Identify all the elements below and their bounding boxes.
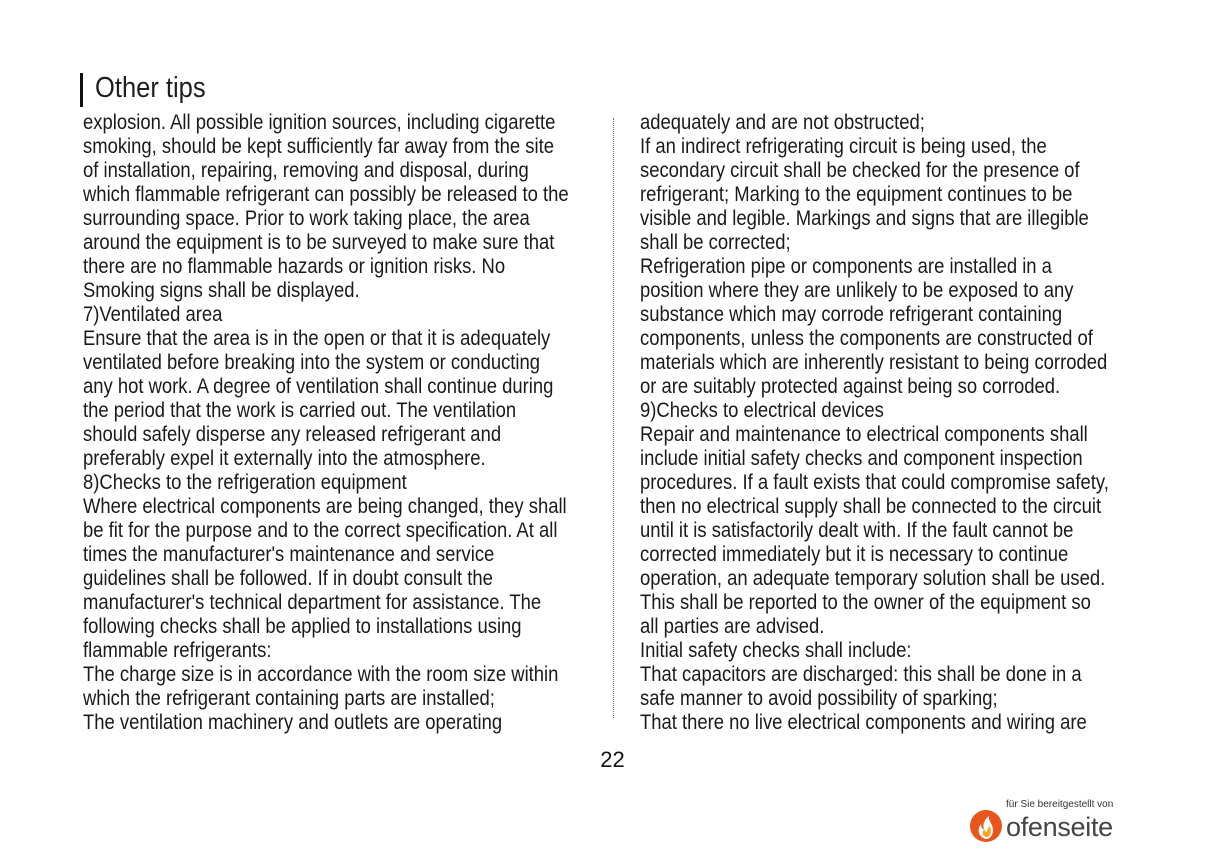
text-line: of installation, repairing, removing and disposal, during	[83, 159, 529, 182]
text-line: Ensure that the area is in the open or that it is adequately	[83, 327, 551, 350]
right-text-column	[640, 111, 1160, 735]
text-line: The ventilation machinery and outlets are operating	[83, 711, 503, 734]
text-line: Repair and maintenance to electrical components shall	[640, 423, 1088, 446]
text-line: visible and legible. Markings and signs that are illegible	[640, 207, 1089, 230]
brand-name: ofenseite	[1006, 812, 1113, 842]
text-line: until it is satisfactorily dealt with. If the fault cannot be	[640, 519, 1074, 542]
text-line: any hot work. A degree of ventilation shall continue during	[83, 375, 554, 398]
text-line: 9)Checks to electrical devices	[640, 399, 884, 422]
text-line: materials which are inherently resistant to being corroded	[640, 351, 1108, 374]
text-line: preferably expel it externally into the atmosphere.	[83, 447, 486, 470]
column-divider	[613, 118, 614, 718]
text-line: then no electrical supply shall be connected to the circuit	[640, 495, 1102, 518]
text-line: 7)Ventilated area	[83, 303, 223, 326]
section-heading	[80, 70, 221, 106]
text-line: guidelines shall be followed. If in doubt consult the	[83, 567, 493, 590]
text-line: operation, an adequate temporary solution shall be used.	[640, 567, 1106, 590]
text-line: there are no flammable hazards or ignition risks. No	[83, 255, 506, 278]
text-line: smoking, should be kept sufficiently far away from the site	[83, 135, 554, 158]
text-line: That capacitors are discharged: this shall be done in a	[640, 663, 1082, 686]
brand-tagline: für Sie bereitgestellt von	[1006, 799, 1114, 810]
text-line: 8)Checks to the refrigeration equipment	[83, 471, 407, 494]
text-line: manufacturer's technical department for assistance. The	[83, 591, 542, 614]
text-line: Smoking signs shall be displayed.	[83, 279, 360, 302]
text-line: following checks shall be applied to installations using	[83, 615, 522, 638]
text-line: secondary circuit shall be checked for the presence of	[640, 159, 1080, 182]
text-line: surrounding space. Prior to work taking place, the area	[83, 207, 530, 230]
heading-bar	[80, 73, 83, 107]
page-number: 22	[600, 747, 625, 772]
text-line: safe manner to avoid possibility of sparking;	[640, 687, 998, 710]
text-line: include initial safety checks and component inspection	[640, 447, 1083, 470]
text-line: around the equipment is to be surveyed to make sure that	[83, 231, 555, 254]
text-line: The charge size is in accordance with the room size within	[83, 663, 559, 686]
text-line: refrigerant; Marking to the equipment continues to be	[640, 183, 1073, 206]
text-line: That there no live electrical components and wiring are	[640, 711, 1087, 734]
text-line: ventilated before breaking into the system or conducting	[83, 351, 541, 374]
text-line: be fit for the purpose and to the correct specification. At all	[83, 519, 558, 542]
brand-logo	[968, 798, 1128, 848]
text-line: Refrigeration pipe or components are installed in a	[640, 255, 1052, 278]
left-text-column	[83, 111, 613, 735]
text-line: which the refrigerant containing parts are installed;	[83, 687, 495, 710]
page-title: Other tips	[95, 71, 206, 104]
text-line: times the manufacturer's maintenance and service	[83, 543, 495, 566]
text-line: the period that the work is carried out. The ventilation	[83, 399, 517, 422]
text-line: position where they are unlikely to be exposed to any	[640, 279, 1074, 302]
text-line: Initial safety checks shall include:	[640, 639, 912, 662]
flame-logo-icon	[968, 807, 1004, 843]
text-line: Where electrical components are being changed, they shall	[83, 495, 567, 518]
text-line: flammable refrigerants:	[83, 639, 272, 662]
text-line: adequately and are not obstructed;	[640, 111, 925, 134]
text-line: should safely disperse any released refrigerant and	[83, 423, 502, 446]
text-line: If an indirect refrigerating circuit is being used, the	[640, 135, 1047, 158]
text-line: which flammable refrigerant can possibly be released to the	[83, 183, 569, 206]
text-line: procedures. If a fault exists that could compromise safety,	[640, 471, 1109, 494]
text-line: explosion. All possible ignition sources, including cigarette	[83, 111, 556, 134]
text-line: corrected immediately but it is necessary to continue	[640, 543, 1069, 566]
text-line: This shall be reported to the owner of the equipment so	[640, 591, 1091, 614]
text-line: all parties are advised.	[640, 615, 825, 638]
text-line: components, unless the components are constructed of	[640, 327, 1093, 350]
text-line: or are suitably protected against being so corroded.	[640, 375, 1061, 398]
text-line: shall be corrected;	[640, 231, 791, 254]
text-line: substance which may corrode refrigerant containing	[640, 303, 1063, 326]
